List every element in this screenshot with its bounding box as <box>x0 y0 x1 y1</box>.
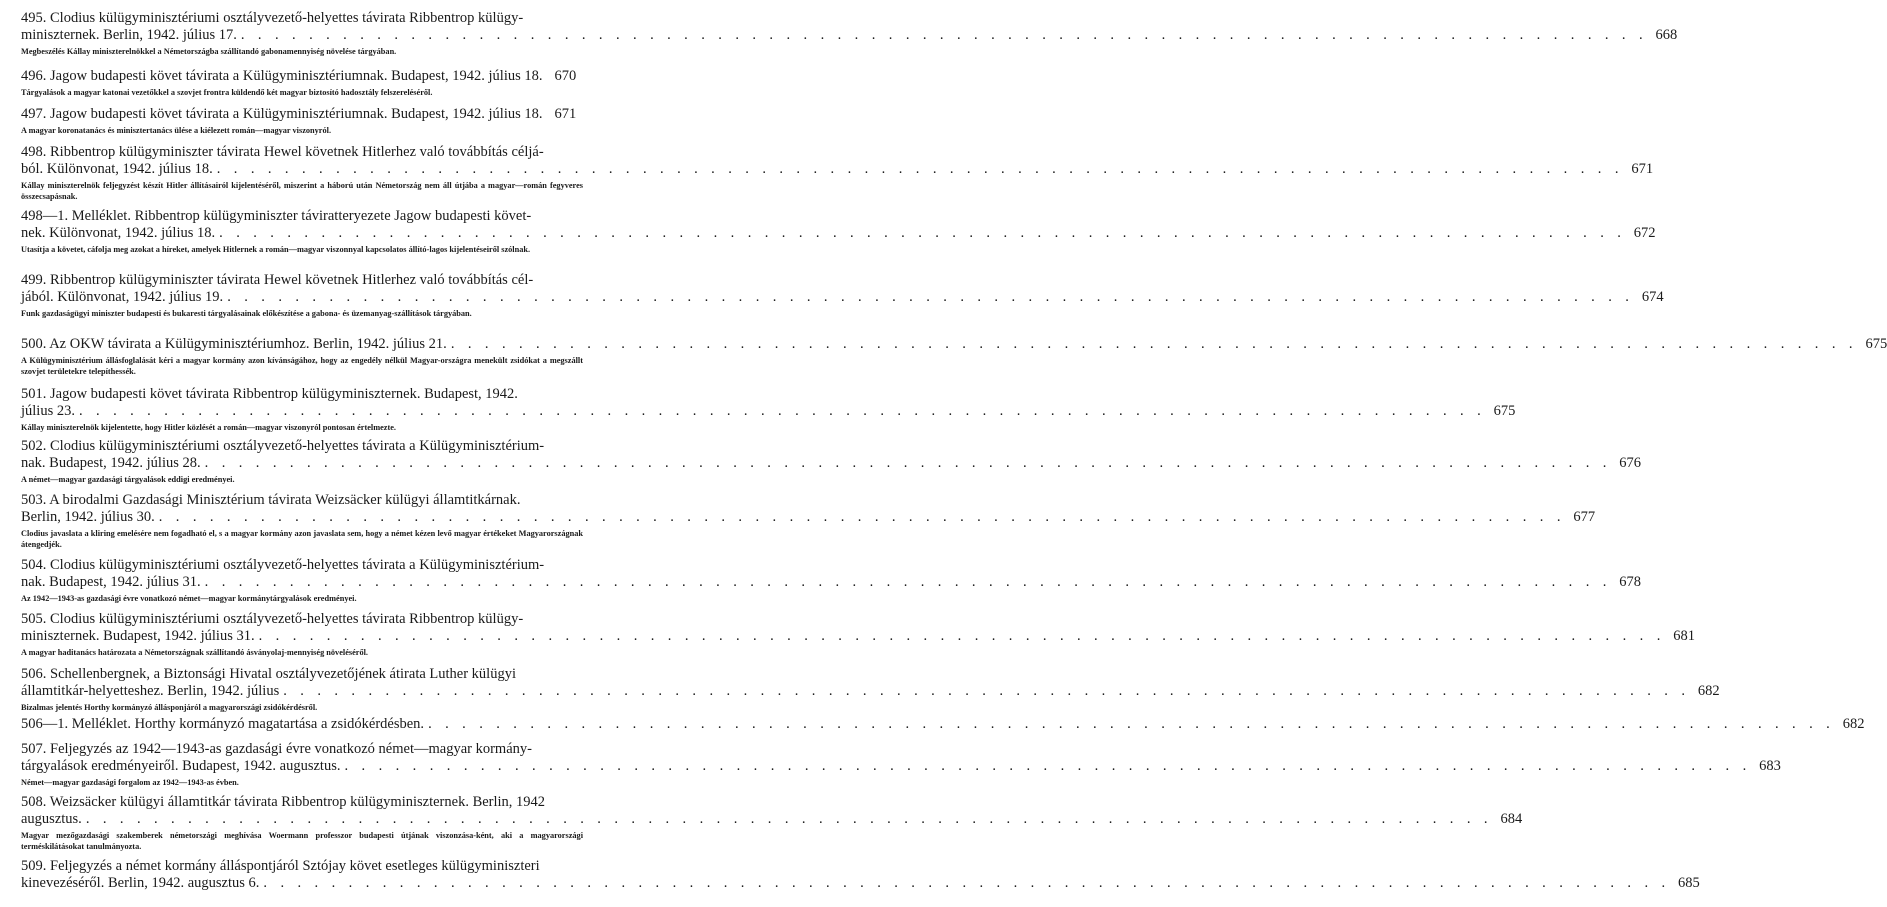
entry-title: ból. Különvonat, 1942. július 18. <box>21 161 213 177</box>
entry-summary: Megbeszélés Kállay miniszterelnökkel a Németországba szállítandó gabonamennyiség növelése tárgyában. <box>21 47 397 56</box>
page-number: 675 <box>1865 336 1887 352</box>
toc-entry-507 <box>21 741 1781 788</box>
page-number: 683 <box>1759 758 1781 774</box>
entry-summary: Tárgyalások a magyar katonai vezetőkkel a szovjet frontra küldendő két magyar biztosító hadosztály felszereléséről. <box>21 88 433 97</box>
entry-line1: 501. Jagow budapesti követ távirata Ribbentrop külügyminiszternek. Budapest, 1942. <box>21 386 518 402</box>
toc-entry-506 <box>21 666 1720 713</box>
entry-line1: 508. Weizsäcker külügyi államtitkár távirata Ribbentrop külügyminiszternek. Berlin, 1942 <box>21 794 546 810</box>
entry-summary: Kállay miniszterelnök feljegyzést készít Hitler állításairól kijelentéséről, miszerint a háború után Németország nem áll útjába a magyar—román fegyveres összecsapásnak. <box>21 181 583 201</box>
page-number: 678 <box>1619 574 1642 590</box>
toc-entry-496 <box>21 68 609 98</box>
entry-title: nek. Különvonat, 1942. július 18. <box>21 225 216 241</box>
toc-entry-497 <box>21 106 609 136</box>
entry-line1: 502. Clodius külügyminisztériumi osztályvezető-helyettes távirata a Külügyminisztérium- <box>21 438 545 454</box>
page-number: 677 <box>1573 509 1596 525</box>
entry-summary: Magyar mezőgazdasági szakemberek németországi meghívása Woermann professzor budapesti útjának viszonzása-ként, aki a magyarországi terméskilátásokat tanulmányozta. <box>21 831 583 851</box>
dot-leader: . . . . . . . . . . . . . . . . . . . . . . . . . . . . . . . . . . . . . . . . . . . . . . . . . . . . . . . . . . . . . . . . . . . . . . . . . . . . . . . . . . . <box>428 716 1835 732</box>
dot-leader: . . . . . . . . . . . . . . . . . . . . . . . . . . . . . . . . . . . . . . . . . . . . . . . . . . . . . . . . . . . . . . . . . . . . . . . . . . . . . . . . . . . <box>219 225 1626 241</box>
entry-line1: 498—1. Melléklet. Ribbentrop külügyminiszter táviratteryezete Jagow budapesti követ- <box>21 208 532 224</box>
dot-leader: . . . . . . . . . . . . . . . . . . . . . . . . . . . . . . . . . . . . . . . . . . . . . . . . . . . . . . . . . . . . . . . . . . . . . . . . . . . . . . . . . . . <box>227 289 1634 305</box>
page-number: 672 <box>1633 225 1656 241</box>
dot-leader: . . . . . . . . . . . . . . . . . . . . . . . . . . . . . . . . . . . . . . . . . . . . . . . . . . . . . . . . . . . . . . . . . . . . . . . . . . . . . . . . . . . <box>85 811 1493 827</box>
entry-line1: 503. A birodalmi Gazdasági Minisztérium távirata Weizsäcker külügyi államtitkárnak. <box>21 492 521 508</box>
entry-title: nak. Budapest, 1942. július 31. <box>21 574 201 590</box>
entry-title: Berlin, 1942. július 30. <box>21 509 155 525</box>
page-number: 675 <box>1493 403 1516 419</box>
toc-entry-495 <box>21 10 1678 57</box>
page-number: 682 <box>1842 716 1865 732</box>
toc-entry-503 <box>21 492 1596 550</box>
entry-summary: Bizalmas jelentés Horthy kormányzó állásponjáról a magyarországi zsidókérdésről. <box>21 703 318 712</box>
dot-leader: . . . . . . . . . . . . . . . . . . . . . . . . . . . . . . . . . . . . . . . . . . . . . . . . . . . . . . . . . . . . . . . . . . . . . . . . . . . . . . . . . . . <box>78 403 1486 419</box>
dot-leader: . . . . . . . . . . . . . . . . . . . . . . . . . . . . . . . . . . . . . . . . . . . . . . . . . . . . . . . . . . . . . . . . . . . . . . . . . . . . . . . . . . . <box>258 628 1666 644</box>
toc-entry-505 <box>21 611 1695 658</box>
entry-title: miniszternek. Budapest, 1942. július 31. <box>21 628 255 644</box>
entry-line1: 506. Schellenbergnek, a Biztonsági Hivatal osztályvezetőjének átirata Luther külügyi <box>21 666 516 682</box>
entry-summary: A magyar haditanács határozata a Németországnak szállítandó ásványolaj-mennyiség növeléséről. <box>21 648 368 657</box>
dot-leader: . . . . . . . . . . . . . . . . . . . . . . . . . . . . . . . . . . . . . . . . . . . . . . . . . . . . . . . . . . . . . . . . . . . . . . . . . . . . . . . . . . . <box>158 509 1566 525</box>
entry-title: július 23. <box>21 403 75 419</box>
page-number: 671 <box>554 106 577 122</box>
toc-entry-499 <box>21 272 1664 319</box>
toc-entry-508 <box>21 794 1523 852</box>
toc-entry-498-1 <box>21 208 1656 255</box>
entry-summary: A Külügyminisztérium állásfoglalását kéri a magyar kormány azon kívánságához, hogy az engedély nélkül Magyar-országra menekült zsidókat a megszállt szovjet területekre telepíthessék. <box>21 356 583 376</box>
entry-title: nak. Budapest, 1942. július 28. <box>21 455 201 471</box>
entry-line1: 495. Clodius külügyminisztériumi osztályvezető-helyettes távirata Ribbentrop külügy- <box>21 10 524 26</box>
page-number: 685 <box>1678 875 1700 891</box>
toc-entry-501 <box>21 386 1516 433</box>
entry-summary: Német—magyar gazdasági forgalom az 1942—1943-as évben. <box>21 778 239 787</box>
entry-line1: 507. Feljegyzés az 1942—1943-as gazdasági évre vonatkozó német—magyar kormány- <box>21 741 532 757</box>
page-number: 670 <box>554 68 577 84</box>
page-number: 676 <box>1619 455 1642 471</box>
entry-summary: Az 1942—1943-as gazdasági évre vonatkozó német—magyar kormánytárgyalások eredményei. <box>21 594 357 603</box>
dot-leader: . . . . . . . . . . . . . . . . . . . . . . . . . . . . . . . . . . . . . . . . . . . . . . . . . . . . . . . . . . . . . . . . . . . . . . . . . . . . . . . . . . . <box>450 336 1858 352</box>
entry-title: államtitkár-helyetteshez. Berlin, 1942. július <box>21 683 280 699</box>
entry-line1: 499. Ribbentrop külügyminiszter távirata Hewel követnek Hitlerhez való továbbítás cél- <box>21 272 534 288</box>
dot-leader: . . . . . . . . . . . . . . . . . . . . . . . . . . . . . . . . . . . . . . . . . . . . . . . . . . . . . . . . . . . . . . . . . . . . . . . . . . . . . . . . . . . <box>283 683 1690 699</box>
entry-summary: A német—magyar gazdasági tárgyalások eddigi eredményei. <box>21 475 235 484</box>
dot-leader: . . . . . . . . . . . . . . . . . . . . . . . . . . . . . . . . . . . . . . . . . . . . . . . . . . . . . . . . . . . . . . . . . . . . . . . . . . . . . . . . . . . <box>344 758 1752 774</box>
dot-leader: . . . . . . . . . . . . . . . . . . . . . . . . . . . . . . . . . . . . . . . . . . . . . . . . . . . . . . . . . . . . . . . . . . . . . . . . . . . . . . . . . . . <box>204 574 1612 590</box>
toc-entry-498 <box>21 144 1654 202</box>
entry-line1: 509. Feljegyzés a német kormány álláspontjáról Sztójay követ esetleges külügyminiszteri <box>21 858 540 874</box>
page-number: 668 <box>1655 27 1678 43</box>
entry-title: miniszternek. Berlin, 1942. július 17. <box>21 27 237 43</box>
toc-entry-509 <box>21 858 1700 892</box>
toc-entry-500 <box>21 336 1887 377</box>
toc-entry-504 <box>21 557 1642 604</box>
dot-leader: . . . . . . . . . . . . . . . . . . . . . . . . . . . . . . . . . . . . . . . . . . . . . . . . . . . . . . . . . . . . . . . . . . . . . . . . . . . . . . . . . . . <box>263 875 1671 891</box>
dot-leader: . . . . . . . . . . . . . . . . . . . . . . . . . . . . . . . . . . . . . . . . . . . . . . . . . . . . . . . . . . . . . . . . . . . . . . . . . . . . . . . . . . . <box>216 161 1624 177</box>
page-number: 674 <box>1641 289 1664 305</box>
entry-summary: Kállay miniszterelnök kijelentette, hogy Hitler közlését a román—magyar viszonyról pontosan értelmezte. <box>21 423 396 432</box>
toc-entry-506-1 <box>21 716 1865 733</box>
entry-title: kinevezéséről. Berlin, 1942. augusztus 6. <box>21 875 260 891</box>
entry-title: augusztus. <box>21 811 82 827</box>
page-number: 684 <box>1500 811 1523 827</box>
dot-leader: . . . . . . . . . . . . . . . . . . . . . . . . . . . . . . . . . . . . . . . . . . . . . . . . . . . . . . . . . . . . . . . . . . . . . . . . . . . . . . . . . . . <box>204 455 1612 471</box>
entry-summary: Clodius javaslata a kliring emelésére nem fogadható el, s a magyar kormány azon javaslata sem, hogy a német kézen levő magyar értékeket Magyarországnak átengedjék. <box>21 529 583 549</box>
entry-title: 500. Az OKW távirata a Külügyminisztériumhoz. Berlin, 1942. július 21. <box>21 336 447 352</box>
entry-title: 496. Jagow budapesti követ távirata a Külügyminisztériumnak. Budapest, 1942. július 18. <box>21 68 543 84</box>
dot-leader: . . . . . . . . . . . . . . . . . . . . . . . . . . . . . . . . . . . . . . . . . . . . . . . . . . . . . . . . . . . . . . . . . . . . . . . . . . . . . . . . . . . <box>240 27 1648 43</box>
entry-title: tárgyalások eredményeiről. Budapest, 1942. augusztus. <box>21 758 341 774</box>
toc-entry-502 <box>21 438 1642 485</box>
entry-title: jából. Különvonat, 1942. július 19. <box>21 289 224 305</box>
entry-summary: Funk gazdaságügyi miniszter budapesti és bukaresti tárgyalásainak előkészítése a gabona- és üzemanyag-szállítások tárgyában. <box>21 309 472 318</box>
page-number: 681 <box>1673 628 1695 644</box>
entry-line1: 498. Ribbentrop külügyminiszter távirata Hewel követnek Hitlerhez való továbbítás céljá- <box>21 144 544 160</box>
entry-summary: Utasítja a követet, cáfolja meg azokat a híreket, amelyek Hitlernek a román—magyar viszonnyal kapcsolatos állító-lagos kijelentéseiről szólnak. <box>21 245 531 254</box>
entry-title: 497. Jagow budapesti követ távirata a Külügyminisztériumnak. Budapest, 1942. július 18. <box>21 106 543 122</box>
entry-line1: 505. Clodius külügyminisztériumi osztályvezető-helyettes távirata Ribbentrop külügy- <box>21 611 524 627</box>
entry-summary: A magyar koronatanács és minisztertanács ülése a kiélezett román—magyar viszonyról. <box>21 126 332 135</box>
page-number: 682 <box>1697 683 1720 699</box>
entry-title: 506—1. Melléklet. Horthy kormányzó magatartása a zsidókérdésben. <box>21 716 425 732</box>
page-number: 671 <box>1631 161 1654 177</box>
entry-line1: 504. Clodius külügyminisztériumi osztályvezető-helyettes távirata a Külügyminisztérium- <box>21 557 545 573</box>
